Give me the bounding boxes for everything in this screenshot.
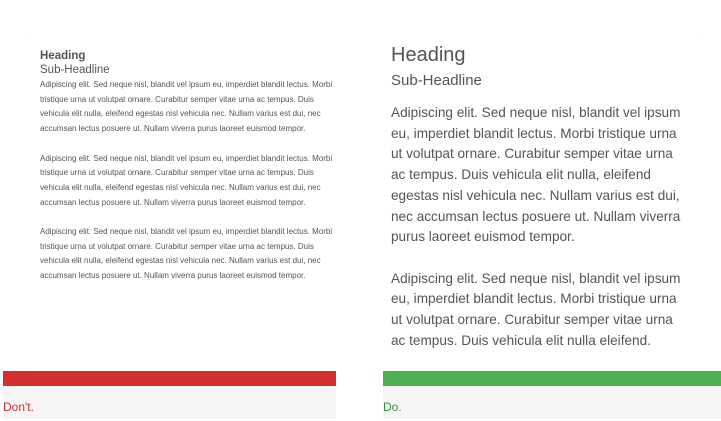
do-subheading: Sub-Headline — [391, 72, 482, 89]
do-indicator-bar — [383, 371, 721, 386]
dont-caption — [3, 371, 336, 419]
dont-paragraph: Adipiscing elit. Sed neque nisl, blandit vel ipsum eu, imperdiet blandit lectus. Morbi tristique urna ut volutpat ornare. Curabitur semper vitae urna ac tempus. Duis vehicula elit nulla, eleifend egestas nisl vehicula nec. Nullam varius est dui, nec accumsan lectus posuere ut. Nullam viverra purus laoreet euismod tempor. — [40, 227, 333, 281]
dont-subheading: Sub-Headline — [40, 64, 110, 76]
do-caption — [383, 371, 721, 419]
dont-heading: Heading — [40, 50, 86, 62]
do-heading: Heading — [391, 44, 466, 66]
dont-example-panel — [3, 0, 336, 366]
dont-indicator-bar — [3, 371, 336, 386]
do-paragraph: Adipiscing elit. Sed neque nisl, blandit vel ipsum eu, imperdiet blandit lectus. Morbi tristique urna ut volutpat ornare. Curabitur semper vitae urna ac tempus. Duis vehicula elit nulla eleifend. — [391, 270, 681, 348]
do-example-content — [391, 43, 681, 366]
do-label: Do. — [383, 400, 402, 414]
dont-paragraph: Adipiscing elit. Sed neque nisl, blandit vel ipsum eu, imperdiet blandit lectus. Morbi tristique urna ut volutpat ornare. Curabitur semper vitae urna ac tempus. Duis vehicula elit nulla, eleifend egestas nisl vehicula nec. Nullam varius est dui, nec accumsan lectus posuere ut. Nullam viverra purus laoreet euismod tempor. — [40, 153, 333, 207]
do-paragraph: Adipiscing elit. Sed neque nisl, blandit vel ipsum eu, imperdiet blandit lectus. Morbi tristique urna ut volutpat ornare. Curabitur semper vitae urna ac tempus. Duis vehicula elit nulla, eleifend egestas nisl vehicula nec. Nullam varius est dui, nec accumsan lectus posuere ut. Nullam viverra purus laoreet euismod tempor. — [391, 105, 681, 245]
dont-label: Don't. — [3, 400, 34, 414]
do-example-panel — [383, 0, 721, 366]
dont-example-content — [40, 49, 335, 299]
dont-paragraph: Adipiscing elit. Sed neque nisl, blandit vel ipsum eu, imperdiet blandit lectus. Morbi tristique urna ut volutpat ornare. Curabitur semper vitae urna ac tempus. Duis vehicula elit nulla, eleifend egestas nisl vehicula nec. Nullam varius est dui, nec accumsan lectus posuere ut. Nullam viverra purus laoreet euismod tempor. — [40, 80, 333, 134]
